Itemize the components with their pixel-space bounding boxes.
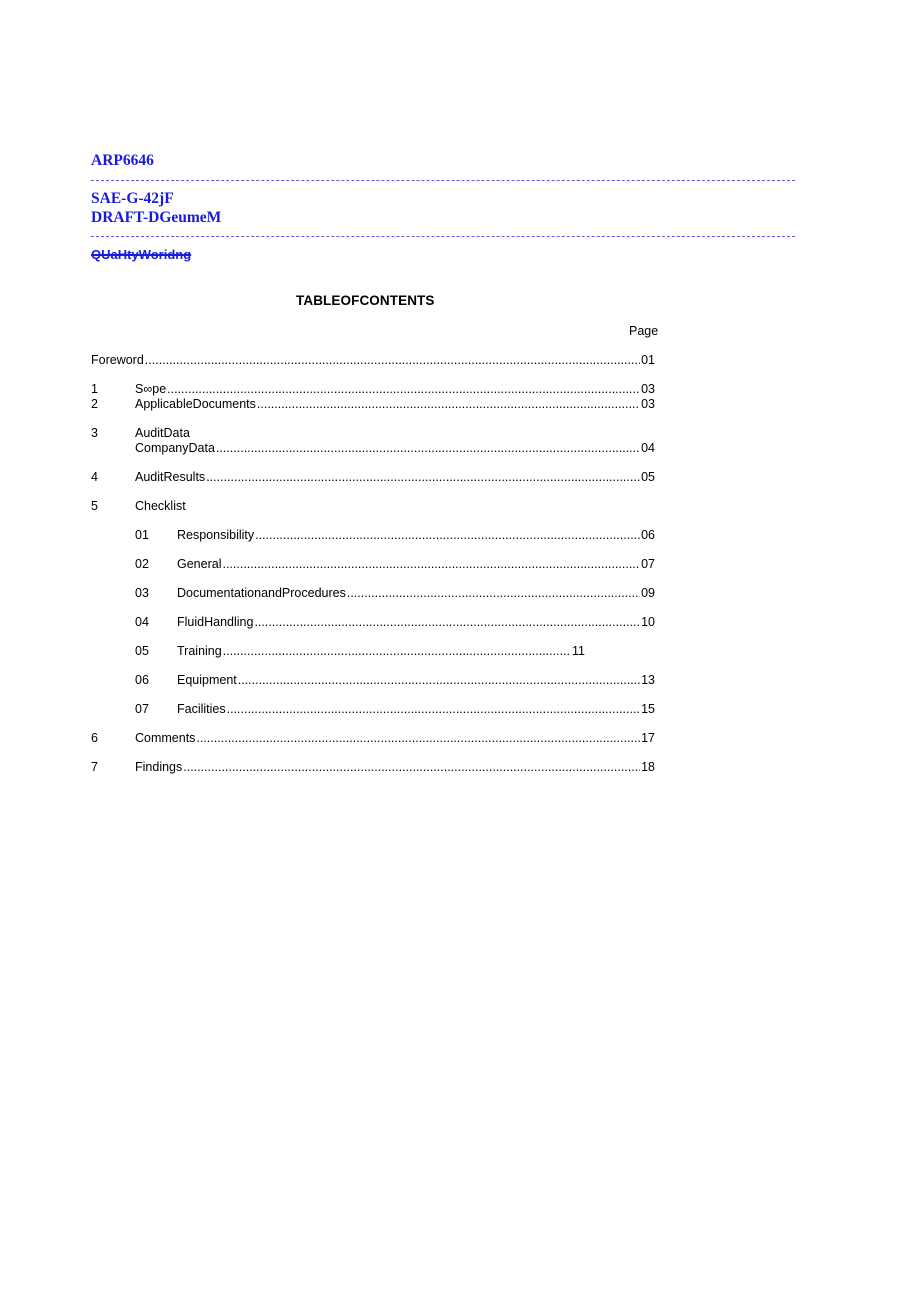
toc-entry-page: 07 — [641, 557, 655, 571]
toc-entry-label: CompanyData — [135, 441, 215, 455]
dot-leader — [167, 382, 640, 397]
toc-entry-label: Foreword — [91, 353, 144, 367]
toc-entry-number: 7 — [91, 760, 98, 774]
toc-entry-number: 07 — [135, 702, 149, 716]
toc-entry-page: 11 — [572, 644, 585, 658]
dot-leader — [206, 470, 640, 485]
dot-leader — [216, 441, 640, 456]
dot-leader — [223, 644, 571, 659]
dot-leader — [183, 760, 640, 775]
toc-entry-number: 03 — [135, 586, 149, 600]
toc-entry-label: Checklist — [135, 499, 186, 513]
dot-leader — [238, 673, 640, 688]
toc-entry-label: Comments — [135, 731, 196, 745]
draft-status: DRAFT-DGeumeM — [91, 209, 222, 226]
toc-entry-page: 04 — [641, 441, 655, 455]
dot-leader — [145, 353, 640, 368]
toc-entry-page: 13 — [641, 673, 655, 687]
toc-entry-number: 04 — [135, 615, 149, 629]
document-id: ARP6646 — [91, 152, 154, 169]
header-divider-top — [91, 180, 795, 181]
toc-entry-number: 05 — [135, 644, 149, 658]
toc-entry-label: AuditResults — [135, 470, 206, 484]
toc-entry-number: 3 — [91, 426, 98, 440]
dot-leader — [347, 586, 640, 601]
toc-entry-number: 5 — [91, 499, 98, 513]
toc-entry-number: 01 — [135, 528, 149, 542]
toc-entry-page: 17 — [641, 731, 655, 745]
toc-entry-page: 15 — [641, 702, 655, 716]
toc-entry-page: 03 — [641, 397, 655, 411]
toc-title: TABLEOFCONTENTS — [296, 293, 435, 308]
toc-entry-number: 06 — [135, 673, 149, 687]
toc-entry-page: 10 — [641, 615, 655, 629]
dot-leader — [196, 731, 640, 746]
dot-leader — [227, 702, 640, 717]
dot-leader — [257, 397, 640, 412]
toc-entry-page: 05 — [641, 470, 655, 484]
dot-leader — [222, 557, 640, 572]
toc-entry-label: DocumentationandProcedures — [177, 586, 346, 600]
toc-entry-label: FluidHandling — [177, 615, 254, 629]
struck-note: QUaHtyWoridng — [91, 247, 192, 262]
toc-entry-number: 6 — [91, 731, 98, 745]
toc-entry-page: 09 — [641, 586, 655, 600]
toc-entry-page: 03 — [641, 382, 655, 396]
toc-entry-label: Findings — [135, 760, 183, 774]
toc-entry-label: General — [177, 557, 222, 571]
toc-entry-number: 4 — [91, 470, 98, 484]
toc-entry-label: Responsibility — [177, 528, 255, 542]
dot-leader — [254, 615, 640, 630]
toc-entry-label: Equipment — [177, 673, 237, 687]
dot-leader — [255, 528, 640, 543]
toc-entry-page: 18 — [641, 760, 655, 774]
toc-entry-label: S∞pe — [135, 382, 167, 396]
toc-entry-page: 06 — [641, 528, 655, 542]
toc-entry-number: 02 — [135, 557, 149, 571]
committee-id: SAE-G-42jF — [91, 190, 174, 207]
toc-entry-label: ApplicableDocuments — [135, 397, 256, 411]
toc-entry-label: Training — [177, 644, 222, 658]
page-column-header: Page — [629, 324, 659, 338]
toc-entry-label: AuditData — [135, 426, 190, 440]
header-divider-bottom — [91, 236, 795, 237]
toc-entry-number: 2 — [91, 397, 98, 411]
toc-entry-page: 01 — [641, 353, 655, 367]
toc-entry-label: Facilities — [177, 702, 226, 716]
toc-entry-number: 1 — [91, 382, 98, 396]
